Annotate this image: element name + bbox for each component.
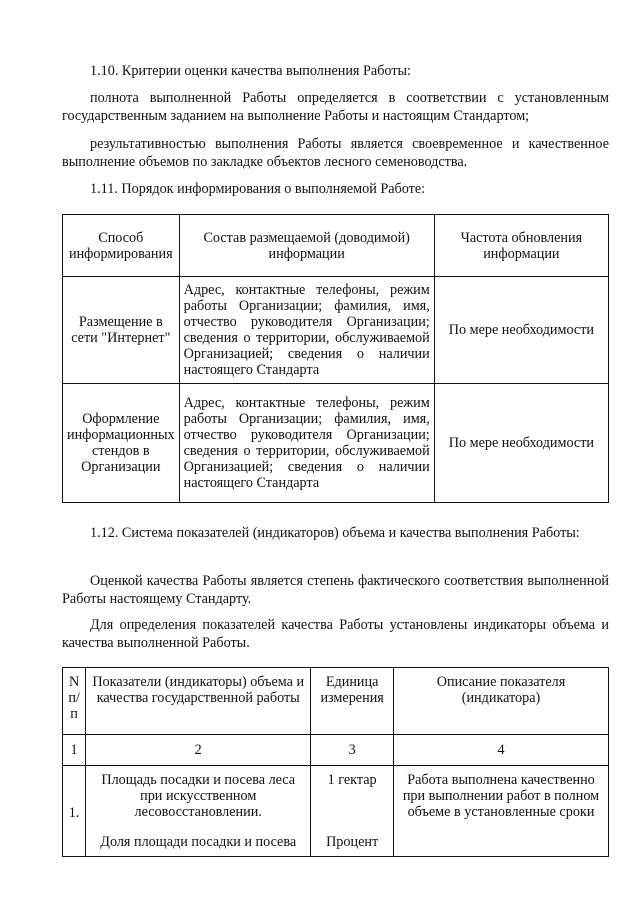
column-number: 4 (394, 735, 609, 766)
section-1-10-paragraph-completeness: полнота выполненной Работы определяется в соответствии с установленным государственным заданием на выполнение Работы и настоящим Стандартом; (62, 90, 609, 124)
row-indicator (86, 766, 311, 857)
section-1-11-heading: 1.11. Порядок информирования о выполняемой Работе: (90, 181, 426, 197)
row-method: Размещение в сети "Интернет" (63, 277, 180, 384)
column-numbers-row (63, 735, 609, 766)
row-frequency: По мере необходимости (434, 277, 608, 384)
section-1-12-paragraph-quality: Оценкой качества Работы является степень фактического соответствия выполненной Работы настоящему Стандарту. (62, 573, 609, 607)
row-frequency: По мере необходимости (434, 384, 608, 503)
column-number: 1 (63, 735, 86, 766)
header-method: Способ информирования (63, 215, 180, 277)
column-number: 3 (311, 735, 394, 766)
indicators-table-header-row (63, 668, 609, 735)
header-indicator: Показатели (индикаторы) объема и качества государственной работы (86, 668, 311, 735)
header-unit: Единица измерения (311, 668, 394, 735)
section-1-10-paragraph-effectiveness: результативностью выполнения Работы является своевременное и качественное выполнение объемов по закладке объектов лесного семеноводства. (62, 136, 609, 170)
section-1-10-heading: 1.10. Критерии оценки качества выполнения Работы: (90, 63, 411, 79)
header-content: Состав размещаемой (доводимой) информации (179, 215, 434, 277)
section-1-12-heading: 1.12. Система показателей (индикаторов) объема и качества выполнения Работы: (90, 525, 580, 541)
information-table (62, 214, 609, 503)
row-content: Адрес, контактные телефоны, режим работы Организации; фамилия, имя, отчество руководителя Организации; сведения о территории, обслуживаемой Организацией; сведения о наличии настоящего Стандарта (179, 384, 434, 503)
table-row (63, 384, 609, 503)
indicator-area: Площадь посадки и посева леса при искусственном лесовосстановлении. (101, 772, 296, 820)
row-description: Работа выполнена качественно при выполнении работ в полном объеме в установленные сроки (394, 766, 609, 857)
table-row (63, 766, 609, 857)
indicators-table (62, 667, 609, 857)
unit-hectare: 1 гектар (327, 772, 377, 788)
row-content: Адрес, контактные телефоны, режим работы Организации; фамилия, имя, отчество руководителя Организации; сведения о территории, обслуживаемой Организацией; сведения о наличии настоящего Стандарта (179, 277, 434, 384)
section-1-12-paragraph-indicators: Для определения показателей качества Работы установлены индикаторы объема и качества выполненной Работы. (62, 617, 609, 651)
row-number: 1. (63, 766, 86, 857)
header-frequency: Частота обновления информации (434, 215, 608, 277)
header-description: Описание показателя (индикатора) (394, 668, 609, 735)
column-number: 2 (86, 735, 311, 766)
row-unit (311, 766, 394, 857)
information-table-header-row (63, 215, 609, 277)
unit-percent: Процент (326, 834, 379, 850)
header-number: N п/п (63, 668, 86, 735)
indicator-share: Доля площади посадки и посева (100, 834, 297, 850)
row-method: Оформление информационных стендов в Организации (63, 384, 180, 503)
table-row (63, 277, 609, 384)
